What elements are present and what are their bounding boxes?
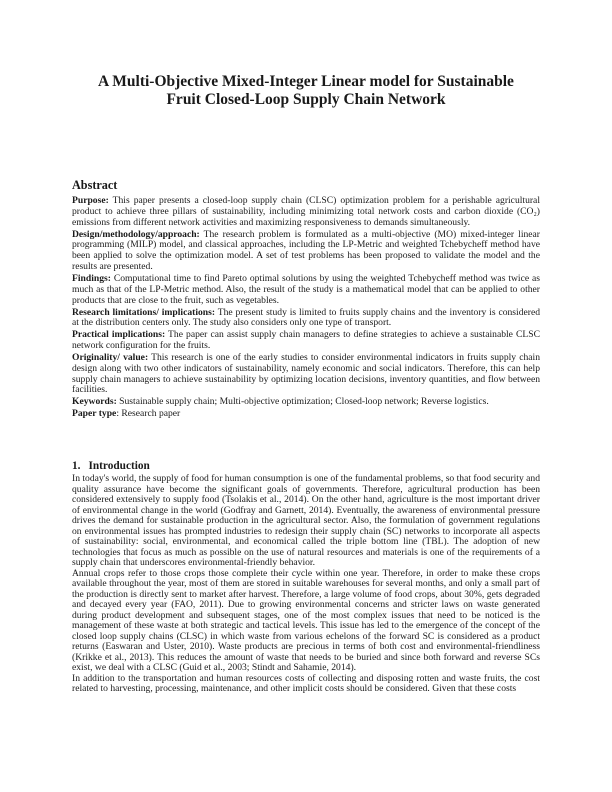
limitations-text: The present study is limited to fruits supply chains and the inventory is considered at the distribution centers only. The study also considers only one type of transport. bbox=[72, 306, 540, 329]
findings-label: Findings: bbox=[72, 272, 111, 284]
limitations-label: Research limitations/ implications: bbox=[72, 306, 216, 318]
abstract-paper-type bbox=[72, 409, 540, 420]
practical-text: The paper can assist supply chain managers to define strategies to achieve a sustainable CLSC network configuration for the fruits. bbox=[72, 329, 540, 352]
section-heading-introduction bbox=[72, 460, 150, 472]
paper-title bbox=[60, 73, 552, 109]
originality-label: Originality/ value: bbox=[72, 352, 149, 364]
abstract-findings bbox=[72, 274, 540, 306]
intro-paragraph-1: In today's world, the supply of food for human consumption is one of the fundamental problems, so that food security and quality assurance have become the significant goals of governments. Therefore, agricultural production has been considered extensively to supply food (Tsolakis et al., 2014). On the other hand, agriculture is the most important driver of environmental change in the world (Godfray and Garnett, 2014). Eventually, the awareness of environmental pressure drives the demand for sustainable production in the agricultural sector. Also, the formulation of government regulations on environmental issues has prompted industries to redesign their supply chain (SC) networks to incorporate all aspects of sustainability: social, environmental, and economical called the triple bottom line (TBL). The adoption of new technologies that focus as much as possible on the use of natural resources and materials is one of the requirements of a supply chain that underscores environmental-friendly behavior. bbox=[72, 473, 541, 568]
abstract-keywords bbox=[72, 397, 540, 408]
keywords-text: Sustainable supply chain; Multi-objective optimization; Closed-loop network; Reverse logistics. bbox=[116, 396, 489, 408]
paper-type-text: : Research paper bbox=[116, 408, 181, 420]
abstract-practical bbox=[72, 330, 540, 352]
intro-paragraph-3: In addition to the transportation and human resources costs of collecting and disposing rotten and waste fruits, the cost related to harvesting, processing, maintenance, and other implicit costs should be considered. Given that these costs bbox=[72, 672, 540, 694]
design-text: The research problem is formulated as a multi-objective (MO) mixed-integer linear programming (MILP) model, and classical approaches, including the LP-Metric and weighted Tchebycheff method have been applied to solve the optimization model. A set of test problems has been proposed to validate the model and the results are presented. bbox=[72, 228, 540, 272]
findings-text: Computational time to find Pareto optimal solutions by using the weighted Tchebycheff method was twice as much as that of the LP-Metric method. Also, the result of the study is a mathematical model that can be applied to other products that are close to the fruit, such as vegetables. bbox=[72, 272, 540, 306]
abstract-limitations bbox=[72, 308, 540, 330]
purpose-label: Purpose: bbox=[72, 195, 109, 206]
abstract-purpose bbox=[72, 196, 540, 228]
design-label: Design/methodology/approach: bbox=[72, 228, 200, 240]
paper-type-label: Paper type bbox=[72, 408, 117, 420]
originality-text: This research is one of the early studies to consider environmental indicators in fruits supply chain design along with two other indicators of sustainability, namely economic and social indicators. Therefore, this can help supply chain managers to achieve sustainability by optimizing location decisions, inventory quantities, and flow between facilities. bbox=[72, 352, 540, 396]
introduction-body bbox=[72, 474, 540, 695]
intro-paragraph-2: Annual crops refer to those crops those complete their cycle within one year. Therefore, in order to make these crops available throughout the year, most of them are stored in suitable warehouses for several months, and only a small part of the production is directly sent to market after harvest. Therefore, a large volume of food crops, about 30%, gets degraded and decayed every year (FAO, 2011). Due to growing environmental concerns and stricter laws on waste generated during product development and subsequent stages, one of the most complex issues that need to be noticed is the management of these waste at both strategic and tactical levels. This issue has led to the emergence of the concept of the closed loop supply chains (CLSC) in which waste from various echelons of the forward SC is considered as a product returns (Easwaran and Uster, 2010). Waste products are precious in terms of both cost and environmental-friendliness (Krikke et al., 2013). This reduces the amount of waste that needs to be buried and since both forward and reverse SCs exist, we deal with a CLSC (Guid et al., 2003; Stindt and Sahamie, 2014). bbox=[72, 567, 540, 673]
purpose-text: This paper presents a closed-loop supply chain (CLSC) optimization problem for a perishable agricultural product to achieve three pillars of sustainability, including minimizing total network costs and carbon dioxide (CO₂) emissions from different network activities and maximizing responsiveness to demands simultaneously. bbox=[72, 195, 540, 228]
abstract-design bbox=[72, 230, 540, 273]
practical-label: Practical implications: bbox=[72, 329, 166, 341]
abstract-body bbox=[72, 196, 540, 421]
title-line-1: A Multi-Objective Mixed-Integer Linear model for Sustainable bbox=[98, 73, 514, 90]
keywords-label: Keywords: bbox=[72, 396, 117, 408]
title-line-2: Fruit Closed-Loop Supply Chain Network bbox=[166, 91, 446, 108]
section-number: 1. bbox=[72, 460, 81, 472]
abstract-heading: Abstract bbox=[72, 178, 118, 192]
abstract-originality bbox=[72, 353, 540, 396]
section-title: Introduction bbox=[88, 460, 150, 472]
